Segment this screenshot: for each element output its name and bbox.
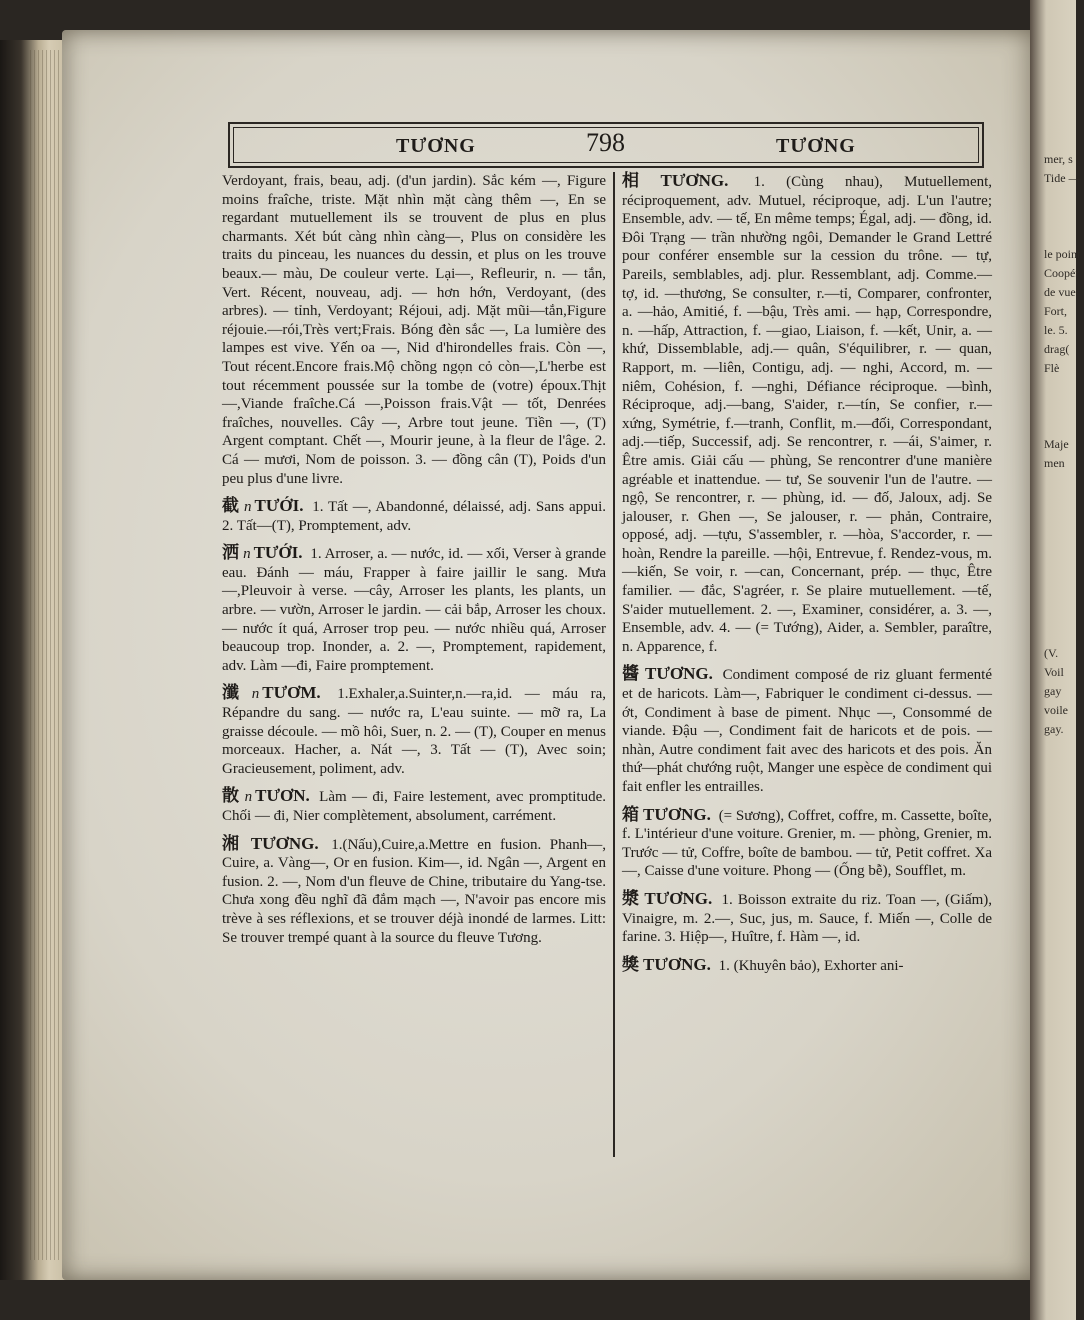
page-number: 798 (586, 128, 625, 157)
entry-text: (= Sương), Coffret, coffre, m. Cassette, boîte, f. L'intérieur d'une voiture. Grenier, m. — phòng, Grenier, m. Trước — tử, Coffre, boîte de bambou. — tử, Petit coffret. Xa —, Caisse d'une voiture. Phong — (Ống bễ), Soufflet, m. (622, 807, 993, 880)
entry-headword: TƯƠNG. (643, 954, 711, 974)
chinese-character: 截 (222, 496, 241, 516)
dictionary-entry (222, 497, 606, 535)
chinese-character: 箱 (622, 804, 640, 824)
entry-marker: n (244, 499, 252, 516)
entry-text: 1. (Khuyên bảo), Exhorter ani- (718, 957, 904, 974)
dictionary-entry (622, 806, 992, 881)
entry-text: 1. (Cùng nhau), Mutuellement, réciproquement, adv. Mutuel, réciproque, adj. L'un l'autre; Ensemble, adv. — tế, En même temps; Égal, adj. — đồng, id. Đôi Trạng — trần nhường ngôi, Demander le Grand Lettré pour conférer ensemble sur la cession du trône. — tự, Pareils, semblables, adj. plur. Ressemblant, adj. Comme.—tợ, id. —thương, Se consulter, r.—tỉ, Comparer, confronter, a. —hảo, Amitié, f. —bậu, Très ami. — hạp, Correspondre, n. —hấp, Attraction, f. —giao, Liaison, f. —kết, Unir, a. —khứ, Dissemblable, adj.— quân, S'équilibrer, r. — quan, Rapport, m. —liên, Contigu, adj. — nghi, Accord, m. — niêm, Cohésion, f. —nghi, Défiance réciproque. —bình, Réciproque, adj.—bang, S'aider, r.—tín, Se confier, r.— xứng, Symétrie, f.—tranh, Conflit, m.—đối, Correspondant, adj.—tiếp, Successif, adj. Se rencontrer, r. —ái, S'aimer, r. Être amis. Giải cấu — phùng, Se rencontrer d'une manière agréable et inattendue. — tư, Se souvenir l'un de l'autre. — ngộ, Se rencontrer, r. — phùng, id. — đố, Jaloux, adj. Se jalouser, r. Ghen —, Se jalouser, r. — phản, Contraire, opposé, adj. —tựu, S'assembler, r. —hòa, S'accorder, r. —hoàn, Rendre la pareille. —hội, Entrevue, f. Rendez-vous, m. —kiến, Se voir, r. —can, Concernant, prép. — thục, Être familier. — đắc, S'agréer, r. Se plaire mutuellement. —tế, S'aider mutuellement. 2. —, Examiner, considérer, a. 3. —, Ensemble, adv. 4. — (= Tướng), Aider, a. Sembler, paraître, n. Apparence, f. (622, 174, 993, 655)
chinese-character: 瀸 (222, 683, 248, 703)
column-divider (613, 172, 615, 1157)
entry-text: 1.(Nấu),Cuire,a.Mettre en fusion. Phanh—, Cuire, a. Vàng—, Or en fusion. Kim—, id. Ngân —, Argent en fusion. 2. —, Nom d'un fleuve de Chine, tributaire du Yang-tse. Chưa xong đều nghĩ đã đắm mạch —, N'avoir pas encore mis trève à ses réflexions, et se trouver déjà inondé de larmes. Litt: Se trouver trempé quant à la source du fleuve Tương. (222, 836, 607, 946)
adjacent-page-strip (1030, 0, 1081, 1320)
entry-headword: TƯƠM. (262, 683, 321, 703)
chinese-character: 醬 (622, 664, 641, 684)
chinese-character: 洒 (222, 543, 240, 563)
chinese-character: 相 (622, 171, 657, 190)
dictionary-entry (622, 956, 992, 976)
entry-marker: n (243, 546, 251, 563)
left-column (222, 172, 606, 956)
chinese-character: 漿 (622, 888, 641, 908)
entry-headword: TƯƠNG. (643, 804, 711, 824)
entry-headword: TƯƠNG. (250, 833, 319, 853)
dictionary-entry (222, 787, 606, 825)
header-right-word: TƯƠNG (776, 135, 856, 157)
entry-headword: TƯƠNG. (644, 664, 713, 684)
chinese-character: 獎 (622, 954, 639, 974)
dictionary-entry (222, 544, 606, 675)
entry-headword: TƯƠNG. (660, 171, 729, 190)
chinese-character: 湘 (222, 833, 244, 853)
header-left-word: TƯƠNG (396, 135, 476, 157)
dictionary-entry (622, 890, 992, 947)
entry-headword: TƯỚI. (253, 543, 303, 563)
chinese-character: 散 (222, 786, 241, 806)
entry-marker: n (251, 686, 260, 703)
dictionary-entry (222, 172, 606, 488)
entry-text: Làm — đi, Faire lestement, avec promptitude. Chối — đi, Nier complètement, absolument, carrément. (222, 789, 606, 824)
dictionary-entry (622, 665, 992, 796)
dictionary-entry (622, 172, 992, 656)
entry-headword: TƯƠN. (255, 786, 310, 806)
dictionary-entry (222, 684, 606, 778)
right-column (622, 172, 992, 984)
entry-text: 1. Arroser, a. — nước, id. — xối, Verser à grande eau. Đánh — máu, Frapper à faire jaillir le sang. Mưa—,Pleuvoir à verse. —cây, Arroser les plants, les plants, un arbre. — vườn, Arroser le jardin. — cải bắp, Arroser les choux. — nước ít quá, Arroser trop peu. — nước nhiều quá, Arroser beaucoup trop. Inonder, a. 2. —, Promptement, rapidement, adv. Làm —đi, Faire promptement. (222, 546, 607, 674)
entry-headword: TƯƠNG. (644, 888, 713, 908)
entry-text: 1. Tất —, Abandonné, délaissé, adj. Sans appui. 2. Tất—(T), Promptement, adv. (222, 499, 607, 534)
entry-text: Verdoyant, frais, beau, adj. (d'un jardin). Sắc kém —, Figure moins fraîche, triste. Mặt nhìn mặt càng thêm —, En se regardant mutuellement ils se trouvent de plus en plus charmants. Xét bút càng nhìn càng—, Plus on considère les traits du pinceau, les nuances du dessin, et plus on les trouve beaux.— màu, De couleur verte. Lại—, Refleurir, n. — tắn, Vert. Récent, nouveau, adj. — hơn hớn, Verdoyant, (des arbres). — tỉnh, Verdoyant; Réjoui, adj. Mặt mũi—tắn,Figure réjouie.—rói,Très vert;Frais. Bóng đèn sắc —, La lumière des lampes est vive. Yến oa —, Nid d'hirondelles frais. Còn —, Tout récent.Encore frais.Mộ chồng ngọn cỏ còn—,L'herbe est tout récemment poussée sur la tombe de (votre) époux.Thịt—,Viande fraîche.Cá —,Poisson frais.Vật — tốt, Denrées fraîches, nouvelles. Cây —, Arbre tout jeune. Tiền —, (T) Argent comptant. Chết —, Mourir jeune, à la fleur de l'âge. 2. Cá — mươi, Nom de poisson. 3. — đồng cân (T), Poids d'un peu plus d'une livre. (222, 173, 606, 487)
entry-text: 1.Exhaler,a.Suinter,n.—ra,id. — máu ra, Répandre du sang. — nước ra, L'eau suinte. — mỡ ra, La graisse découle. — mồ hôi, Suer, n. 2. — (T), Couper en menus morceaux. Hacher, a. Nát —, 3. Tất — (T), Avec soin; Gracieusement, poliment, adv. (222, 686, 607, 777)
adjacent-page-text: mer, s Tide — le point Coopér de vue Fort, le. 5. drag( Flè Maje men (V. Voil gay voile gay. (1044, 152, 1081, 736)
entry-text: Condiment composé de riz gluant fermenté et de haricots. Làm—, Fabriquer le condiment ci-dessus. — ớt, Condiment à base de piment. Nhục —, Consommé de viande. Đậu —, Condiment fait de haricots et de pois. — nhàn, Autre condiment fait avec des haricots et des pois. Ăn thứ—phát chướng ruột, Manger une espèce de condiment qui fait enfler les entrailles. (622, 667, 992, 795)
running-header (228, 122, 984, 168)
dictionary-entry (222, 835, 606, 948)
entry-marker: n (244, 789, 253, 806)
entry-headword: TƯỚI. (254, 496, 304, 516)
entry-text: 1. Boisson extraite du riz. Toan —, (Giấm), Vinaigre, m. 2.—, Suc, jus, m. Sauce, f. Miến —, Colle de farine. 3. Hiệp—, Huître, f. Hàm —, id. (622, 891, 993, 946)
